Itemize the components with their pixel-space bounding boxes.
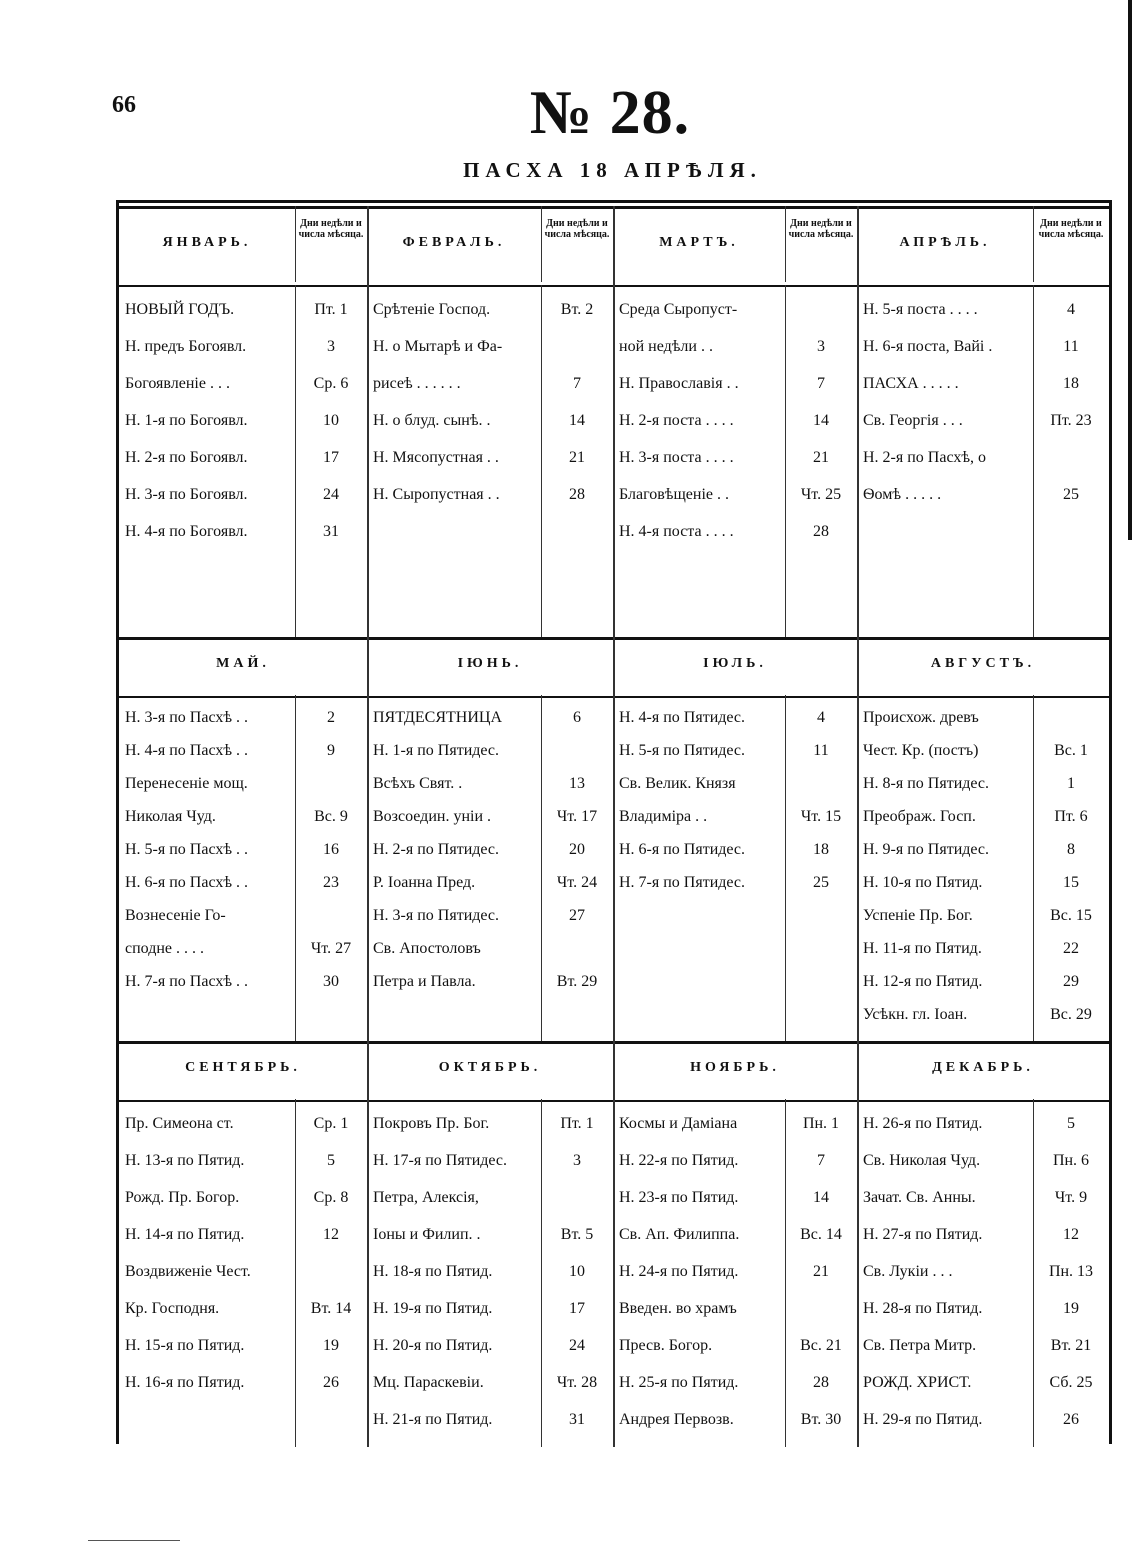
day-value: 7 [573,375,581,392]
month-divider [857,637,859,1041]
month-divider [613,1041,615,1447]
day-value: Ср. 6 [313,375,349,392]
month-divider [367,206,369,637]
day-value: Вс. 1 [1054,742,1088,759]
feast-entry: Срѣтеніе Господ. [373,301,491,318]
day-value: 8 [1067,841,1075,858]
month-divider [367,637,369,1041]
feast-entry: Н. 26-я по Пятид. [863,1115,983,1132]
feast-entry: Преображ. Госп. [863,808,976,825]
day-value: 9 [327,742,335,759]
feast-entry: Чест. Кр. (постъ) [863,742,979,759]
feast-entry: Н. 4-я по Пятидес. [619,709,746,726]
day-value: Вс. 15 [1050,907,1092,924]
feast-entry: Н. о блуд. сынѣ. . [373,412,491,429]
day-value: 4 [1067,301,1075,318]
day-value: Чт. 9 [1054,1189,1088,1206]
feast-entry: Н. 2-я поста . . . . [619,412,734,429]
month-divider [857,206,859,637]
day-value: 21 [813,1263,829,1280]
feast-entry: Іоны и Филип. . [373,1226,481,1243]
day-value: 21 [569,449,585,466]
day-value: Ср. 8 [313,1189,349,1206]
feast-entry: Н. 18-я по Пятид. [373,1263,493,1280]
day-value: 12 [1063,1226,1079,1243]
day-value: 31 [323,523,339,540]
day-value: 17 [323,449,339,466]
day-value: 28 [813,523,829,540]
feast-entry: Благовѣщеніе . . [619,486,729,503]
day-value: 21 [813,449,829,466]
day-value: 1 [1067,775,1075,792]
month-name: НОЯБРЬ. [690,1060,780,1075]
feast-entry: Н. 8-я по Пятидес. [863,775,990,792]
feast-entry: Николая Чуд. [125,808,216,825]
feast-entry: Происхож. древъ [863,709,979,726]
day-value: Вт. 2 [560,301,594,318]
day-value: 28 [813,1374,829,1391]
day-value: 6 [573,709,581,726]
day-value: Чт. 28 [556,1374,598,1391]
day-value: 11 [813,742,829,759]
day-value: Пт. 1 [314,301,348,318]
feast-entry: Св. Николая Чуд. [863,1152,981,1169]
easter-date-subheading: ПАСХА 18 АПРѢЛЯ. [463,158,762,182]
feast-entry: Н. Православія . . [619,375,739,392]
day-value: 5 [327,1152,335,1169]
day-value: Вт. 14 [310,1300,352,1317]
feast-entry: Н. 2-я по Богоявл. [125,449,248,466]
day-value: 7 [817,375,825,392]
day-value: 3 [327,338,335,355]
day-value: 24 [323,486,339,503]
day-value: Пн. 1 [802,1115,840,1132]
day-value: 28 [569,486,585,503]
feast-entry: Н. 4-я поста . . . . [619,523,734,540]
feast-entry: Св. Лукіи . . . [863,1263,953,1280]
feast-entry: Рожд. Пр. Богор. [125,1189,240,1206]
feast-entry: Н. 20-я по Пятид. [373,1337,493,1354]
month-name: МАРТЪ. [659,235,739,250]
feast-entry: Св. Апостоловъ [373,940,481,957]
feast-entry: Н. 16-я по Пятид. [125,1374,245,1391]
day-value: 31 [569,1411,585,1428]
page-number: 66 [112,92,136,118]
feast-entry: Богоявленіе . . . [125,375,230,392]
day-column-header: Дни недѣли и числа мѣсяца. [544,218,610,240]
feast-entry: Н. 2-я по Пятидес. [373,841,500,858]
day-value: Пн. 6 [1052,1152,1090,1169]
month-name: ОКТЯБРЬ. [438,1060,542,1075]
calendar-table [116,200,1112,1444]
month-name: ДЕКАБРЬ. [932,1060,1034,1075]
day-value: 25 [813,874,829,891]
feast-entry: Н. 9-я по Пятидес. [863,841,990,858]
feast-entry: Св. Петра Митр. [863,1337,977,1354]
day-value: 11 [1063,338,1079,355]
feast-entry: Покровъ Пр. Бог. [373,1115,490,1132]
month-name: АПРѢЛЬ. [899,235,991,250]
feast-entry: Н. Сыропустная . . [373,486,500,503]
feast-entry: Н. 7-я по Пасхѣ . . [125,973,249,990]
feast-entry: Н. 4-я по Пасхѣ . . [125,742,249,759]
day-column-header: Дни недѣли и числа мѣсяца. [1038,218,1104,240]
feast-entry: сподне . . . . [125,940,205,957]
day-value: 15 [1063,874,1079,891]
day-value: 29 [1063,973,1079,990]
feast-entry: Перенесеніе мощ. [125,775,248,792]
day-value: Вс. 9 [314,808,348,825]
day-value: Ср. 1 [313,1115,349,1132]
day-value: 17 [569,1300,585,1317]
day-value: 20 [569,841,585,858]
feast-entry: Н. 6-я поста, Вайі . [863,338,993,355]
feast-entry: Владиміра . . [619,808,708,825]
day-value: 22 [1063,940,1079,957]
feast-entry: Н. 7-я по Пятидес. [619,874,746,891]
day-value: Чт. 27 [310,940,352,957]
right-edge-rule [1128,0,1132,540]
feast-entry: Н. 28-я по Пятид. [863,1300,983,1317]
day-value: 25 [1063,486,1079,503]
feast-entry: Св. Велик. Князя [619,775,736,792]
feast-entry: Н. 3-я по Пасхѣ . . [125,709,249,726]
feast-entry: Мц. Параскевіи. [373,1374,484,1391]
feast-entry: Н. 5-я поста . . . . [863,301,978,318]
feast-entry: Н. 6-я по Пасхѣ . . [125,874,249,891]
day-value: Пн. 13 [1048,1263,1094,1280]
feast-entry: Н. 1-я по Пятидес. [373,742,500,759]
day-value: Вс. 21 [800,1337,842,1354]
day-value: 14 [813,1189,829,1206]
feast-entry: Н. 13-я по Пятид. [125,1152,245,1169]
day-value: 12 [323,1226,339,1243]
feast-entry: Н. 4-я по Богоявл. [125,523,248,540]
feast-entry: Н. 15-я по Пятид. [125,1337,245,1354]
day-value: Пт. 23 [1050,412,1092,429]
feast-entry: Усѣкн. гл. Іоан. [863,1006,968,1023]
day-value: 19 [1063,1300,1079,1317]
day-value: 23 [323,874,339,891]
feast-entry: Н. 6-я по Пятидес. [619,841,746,858]
feast-entry: Пр. Симеона ст. [125,1115,234,1132]
feast-entry: ной недѣли . . [619,338,713,355]
feast-entry: Петра, Алексія, [373,1189,479,1206]
month-divider [613,206,615,637]
feast-entry: Введен. во храмъ [619,1300,737,1317]
feast-entry: Н. 25-я по Пятид. [619,1374,739,1391]
feast-entry: Н. 3-я по Пятидес. [373,907,500,924]
day-value: 13 [569,775,585,792]
feast-entry: Андрея Первозв. [619,1411,734,1428]
feast-entry: Н. 2-я по Пасхѣ, о [863,449,987,466]
feast-entry: Н. 1-я по Богоявл. [125,412,248,429]
month-name: МАЙ. [216,656,270,671]
feast-entry: ПАСХА . . . . . [863,375,959,392]
feast-entry: Возсоедин. уніи . [373,808,492,825]
day-value: 5 [1067,1115,1075,1132]
day-value: Пт. 6 [1054,808,1088,825]
day-value: 27 [569,907,585,924]
feast-entry: Н. 19-я по Пятид. [373,1300,493,1317]
day-value: 26 [323,1374,339,1391]
day-value: 30 [323,973,339,990]
day-value: 14 [813,412,829,429]
header-column-divider [541,206,542,282]
feast-entry: Н. 27-я по Пятид. [863,1226,983,1243]
feast-entry: Кр. Господня. [125,1300,220,1317]
header-column-divider [295,206,296,282]
month-name: СЕНТЯБРЬ. [185,1060,301,1075]
month-name: ФЕВРАЛЬ. [402,235,506,250]
day-value: Вт. 30 [800,1411,842,1428]
month-name: АВГУСТЪ. [930,656,1036,671]
footnote-rule [88,1540,180,1541]
feast-entry: Вознесеніе Го- [125,907,226,924]
day-value: 18 [813,841,829,858]
day-value: Сб. 25 [1049,1374,1093,1391]
day-value: Чт. 24 [556,874,598,891]
day-value: 4 [817,709,825,726]
month-name: ЯНВАРЬ. [162,235,252,250]
feast-entry: Н. 10-я по Пятид. [863,874,983,891]
feast-entry: Св. Георгія . . . [863,412,963,429]
day-value: Вт. 5 [560,1226,594,1243]
feast-entry: Н. о Мытарѣ и Фа- [373,338,503,355]
day-value: Чт. 15 [800,808,842,825]
header-column-divider [1033,206,1034,282]
feast-entry: Н. 29-я по Пятид. [863,1411,983,1428]
feast-entry: Р. Іоанна Пред. [373,874,476,891]
day-value: Чт. 25 [800,486,842,503]
day-value: 24 [569,1337,585,1354]
day-value: 16 [323,841,339,858]
feast-entry: рисеѣ . . . . . . [373,375,461,392]
feast-entry: Зачат. Св. Анны. [863,1189,976,1206]
day-value: Вт. 21 [1050,1337,1092,1354]
day-value: 26 [1063,1411,1079,1428]
feast-entry: Н. 17-я по Пятидес. [373,1152,508,1169]
calendar-number-heading: № 28. [529,79,691,147]
feast-entry: ПЯТДЕСЯТНИЦА [373,709,503,726]
feast-entry: Н. предъ Богоявл. [125,338,247,355]
feast-entry: Н. 3-я по Богоявл. [125,486,248,503]
month-name: ІЮЛЬ. [703,656,767,671]
day-value: Вт. 29 [556,973,598,990]
feast-entry: Петра и Павла. [373,973,476,990]
day-value: Пт. 1 [560,1115,594,1132]
day-value: 3 [817,338,825,355]
day-value: 7 [817,1152,825,1169]
month-name: ІЮНЬ. [457,656,523,671]
day-value: 10 [569,1263,585,1280]
feast-entry: Всѣхъ Свят. . [373,775,463,792]
feast-entry: Н. 12-я по Пятид. [863,973,983,990]
day-value: Вс. 29 [1050,1006,1092,1023]
feast-entry: Н. 5-я по Пятидес. [619,742,746,759]
feast-entry: Н. 5-я по Пасхѣ . . [125,841,249,858]
feast-entry: Н. 22-я по Пятид. [619,1152,739,1169]
feast-entry: Н. Мясопустная . . [373,449,499,466]
day-value: 14 [569,412,585,429]
day-value: 2 [327,709,335,726]
month-divider [857,1041,859,1447]
day-column-header: Дни недѣли и числа мѣсяца. [788,218,854,240]
day-value: 18 [1063,375,1079,392]
feast-entry: Пресв. Богор. [619,1337,713,1354]
feast-entry: Н. 21-я по Пятид. [373,1411,493,1428]
day-value: 19 [323,1337,339,1354]
feast-entry: НОВЫЙ ГОДЪ. [125,301,235,318]
feast-entry: Воздвиженіе Чест. [125,1263,251,1280]
month-divider [613,637,615,1041]
feast-entry: Успеніе Пр. Бог. [863,907,973,924]
feast-entry: Космы и Даміана [619,1115,738,1132]
feast-entry: Н. 23-я по Пятид. [619,1189,739,1206]
feast-entry: Н. 24-я по Пятид. [619,1263,739,1280]
day-value: Чт. 17 [556,808,598,825]
feast-entry: РОЖД. ХРИСТ. [863,1374,972,1391]
month-divider [367,1041,369,1447]
feast-entry: Н. 14-я по Пятид. [125,1226,245,1243]
feast-entry: Среда Сыропуст- [619,301,738,318]
day-value: 3 [573,1152,581,1169]
feast-entry: Св. Ап. Филиппа. [619,1226,740,1243]
day-column-header: Дни недѣли и числа мѣсяца. [298,218,364,240]
header-column-divider [785,206,786,282]
feast-entry: Ѳомѣ . . . . . [863,486,942,503]
day-value: 10 [323,412,339,429]
feast-entry: Н. 11-я по Пятид. [863,940,982,957]
feast-entry: Н. 3-я поста . . . . [619,449,734,466]
day-value: Вс. 14 [800,1226,842,1243]
